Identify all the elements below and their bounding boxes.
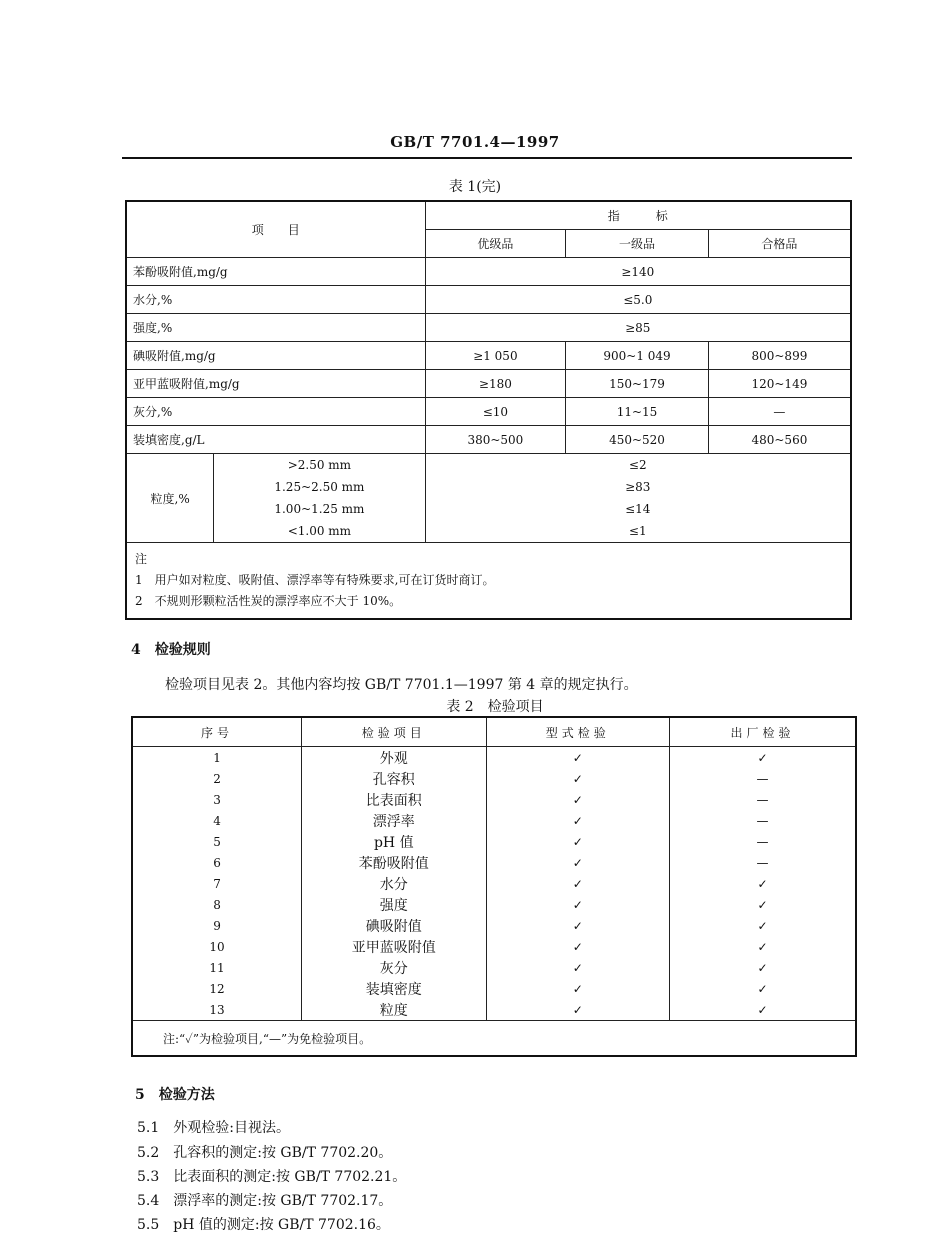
factory-test-mark: — (670, 831, 856, 852)
table2-row (132, 810, 856, 831)
row-item: 水分 (302, 873, 487, 894)
table1-row (126, 258, 851, 286)
table1-notes (126, 543, 851, 620)
type-test-mark: ✓ (486, 747, 669, 769)
table1-row (126, 426, 851, 454)
row-label: 灰分,% (126, 398, 425, 426)
table2-caption: 表 2 检验项目 (446, 699, 544, 715)
table2-row (132, 747, 856, 769)
row-value: ≥180 (425, 370, 566, 398)
particle-size: 1.00~1.25 mm (214, 498, 425, 520)
row-item: 漂浮率 (302, 810, 487, 831)
row-value: 900~1 049 (566, 342, 709, 370)
table2-row (132, 873, 856, 894)
factory-test-mark: ✓ (670, 957, 856, 978)
row-label: 装填密度,g/L (126, 426, 425, 454)
row-no: 6 (132, 852, 302, 873)
particle-value: ≤1 (425, 520, 851, 543)
row-no: 8 (132, 894, 302, 915)
factory-test-mark: ✓ (670, 747, 856, 769)
note-line: 2 不规则形颗粒活性炭的漂浮率应不大于 10%。 (135, 594, 402, 608)
row-item: 比表面积 (302, 789, 487, 810)
note-title: 注 (135, 552, 148, 566)
table1-row (126, 286, 851, 314)
row-item: 孔容积 (302, 768, 487, 789)
table1-row (126, 342, 851, 370)
row-value: 800~899 (708, 342, 851, 370)
type-test-mark: ✓ (486, 852, 669, 873)
method-item: 5.2 孔容积的测定:按 GB/T 7702.20。 (137, 1145, 393, 1161)
type-test-mark: ✓ (486, 936, 669, 957)
table2-row (132, 978, 856, 999)
particle-row (126, 498, 851, 520)
row-label: 亚甲蓝吸附值,mg/g (126, 370, 425, 398)
type-test-mark: ✓ (486, 915, 669, 936)
table2-row (132, 768, 856, 789)
grade-header: 优级品 (425, 230, 566, 258)
row-label: 苯酚吸附值,mg/g (126, 258, 425, 286)
row-item: 外观 (302, 747, 487, 769)
factory-test-mark: ✓ (670, 999, 856, 1021)
table1-item-header: 项 目 (126, 201, 425, 258)
row-item: 强度 (302, 894, 487, 915)
particle-size: <1.00 mm (214, 520, 425, 543)
table2-header: 出厂检验 (670, 717, 856, 747)
document-header: GB/T 7701.4—1997 (390, 133, 560, 151)
table2-row (132, 852, 856, 873)
table2-note: 注:“✓”为检验项目,“—”为免检验项目。 (132, 1021, 856, 1057)
header-rule (122, 157, 852, 159)
type-test-mark: ✓ (486, 768, 669, 789)
section-4-title: 4 检验规则 (131, 642, 211, 658)
row-no: 12 (132, 978, 302, 999)
grade-header: 一级品 (566, 230, 709, 258)
method-item: 5.3 比表面积的测定:按 GB/T 7702.21。 (137, 1169, 407, 1185)
table2-row (132, 789, 856, 810)
row-value: 120~149 (708, 370, 851, 398)
row-value: 480~560 (708, 426, 851, 454)
row-value: 380~500 (425, 426, 566, 454)
row-no: 10 (132, 936, 302, 957)
note-line: 1 用户如对粒度、吸附值、漂浮率等有特殊要求,可在订货时商订。 (135, 573, 495, 587)
row-label: 强度,% (126, 314, 425, 342)
table1-row (126, 314, 851, 342)
type-test-mark: ✓ (486, 873, 669, 894)
type-test-mark: ✓ (486, 810, 669, 831)
particle-row (126, 454, 851, 477)
type-test-mark: ✓ (486, 957, 669, 978)
row-item: 装填密度 (302, 978, 487, 999)
table2-row (132, 957, 856, 978)
particle-row (126, 476, 851, 498)
row-no: 13 (132, 999, 302, 1021)
row-value: ≤10 (425, 398, 566, 426)
type-test-mark: ✓ (486, 831, 669, 852)
particle-size: 1.25~2.50 mm (214, 476, 425, 498)
type-test-mark: ✓ (486, 894, 669, 915)
particle-row (126, 520, 851, 543)
row-no: 7 (132, 873, 302, 894)
row-no: 2 (132, 768, 302, 789)
row-value: 150~179 (566, 370, 709, 398)
table1-index-header: 指 标 (425, 201, 851, 230)
row-value: 450~520 (566, 426, 709, 454)
row-value: ≥1 050 (425, 342, 566, 370)
factory-test-mark: — (670, 789, 856, 810)
method-item: 5.4 漂浮率的测定:按 GB/T 7702.17。 (137, 1193, 393, 1209)
type-test-mark: ✓ (486, 978, 669, 999)
factory-test-mark: ✓ (670, 873, 856, 894)
row-item: 碘吸附值 (302, 915, 487, 936)
particle-size: >2.50 mm (214, 454, 425, 477)
row-value: ≥140 (425, 258, 851, 286)
section-5-title: 5 检验方法 (135, 1087, 215, 1103)
row-no: 1 (132, 747, 302, 769)
row-value: 11~15 (566, 398, 709, 426)
table2-row (132, 894, 856, 915)
table2-row (132, 936, 856, 957)
table1-caption: 表 1(完) (448, 179, 502, 195)
row-no: 4 (132, 810, 302, 831)
table1 (125, 200, 852, 620)
table2-header: 型式检验 (486, 717, 669, 747)
row-no: 5 (132, 831, 302, 852)
factory-test-mark: ✓ (670, 936, 856, 957)
row-label: 碘吸附值,mg/g (126, 342, 425, 370)
row-no: 11 (132, 957, 302, 978)
factory-test-mark: ✓ (670, 894, 856, 915)
particle-value: ≤14 (425, 498, 851, 520)
row-no: 3 (132, 789, 302, 810)
row-item: 灰分 (302, 957, 487, 978)
table2 (131, 716, 857, 1057)
table1-row (126, 370, 851, 398)
row-value: ≥85 (425, 314, 851, 342)
row-item: 亚甲蓝吸附值 (302, 936, 487, 957)
factory-test-mark: — (670, 810, 856, 831)
type-test-mark: ✓ (486, 789, 669, 810)
table1-row (126, 398, 851, 426)
row-value: ≤5.0 (425, 286, 851, 314)
particle-label: 粒度,% (126, 454, 214, 543)
factory-test-mark: ✓ (670, 978, 856, 999)
factory-test-mark: — (670, 852, 856, 873)
factory-test-mark: — (670, 768, 856, 789)
row-no: 9 (132, 915, 302, 936)
row-label: 水分,% (126, 286, 425, 314)
method-item: 5.1 外观检验:目视法。 (137, 1120, 290, 1136)
particle-value: ≥83 (425, 476, 851, 498)
factory-test-mark: ✓ (670, 915, 856, 936)
method-item: 5.5 pH 值的测定:按 GB/T 7702.16。 (137, 1217, 390, 1233)
row-item: 粒度 (302, 999, 487, 1021)
row-item: pH 值 (302, 831, 487, 852)
type-test-mark: ✓ (486, 999, 669, 1021)
table2-row (132, 999, 856, 1021)
row-value: — (708, 398, 851, 426)
grade-header: 合格品 (708, 230, 851, 258)
table2-header: 序号 (132, 717, 302, 747)
table2-row (132, 915, 856, 936)
table2-row (132, 831, 856, 852)
row-item: 苯酚吸附值 (302, 852, 487, 873)
table2-header: 检验项目 (302, 717, 487, 747)
section-4-paragraph: 检验项目见表 2。其他内容均按 GB/T 7701.1—1997 第 4 章的规定执行。 (165, 677, 638, 693)
particle-value: ≤2 (425, 454, 851, 477)
